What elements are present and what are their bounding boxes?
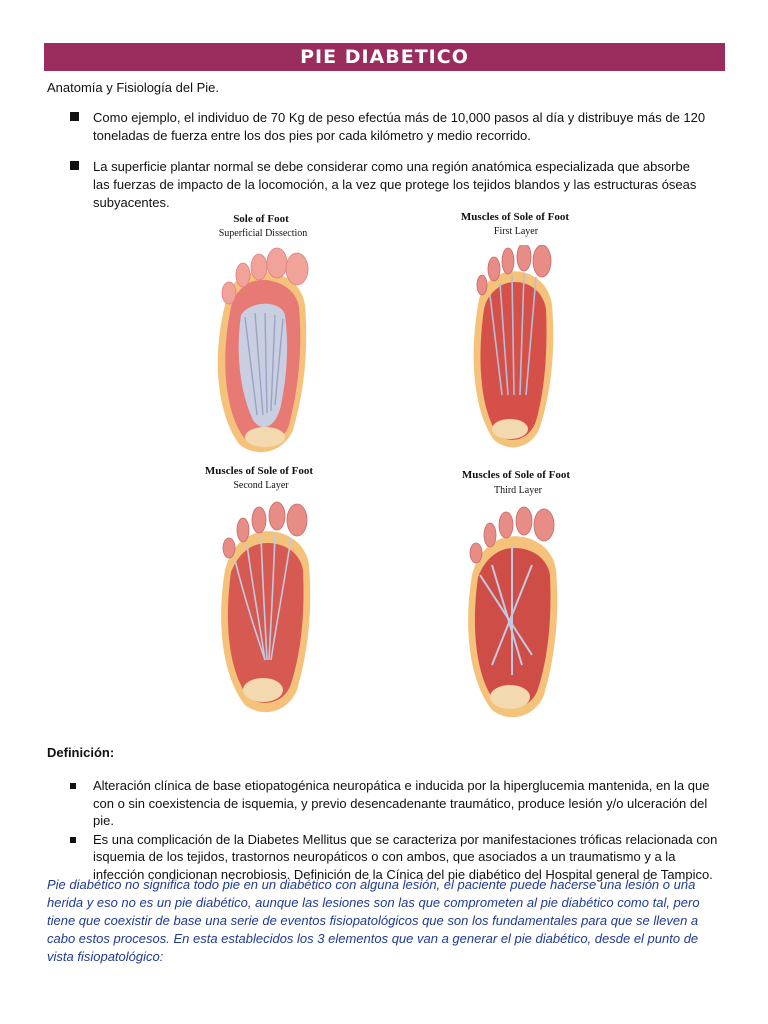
definition-list [70,777,730,884]
italic-note: Pie diabético no significa todo pie en un diabético con alguna lesión, el paciente puede hacerse una lesión o una herida y eso no es un pie diabético, aunque las lesiones son las que comprometen al pie diabético como tal, pero tiene que coexistir de base una serie de eventos fisiopatológicos que son los fundamentales para que se lleven a cabo estos procesos. En esta establecidos los 3 elementos que van a generar el pie diabético, desde el punto de vista fisiopatológico: [47,877,700,964]
foot-illustration [468,245,558,450]
definition-text: Alteración clínica de base etiopatogénica neuropática e inducida por la hiperglucemia mantenida, en la que con o sin coexistencia de isquemia, y previo desencadenante traumático, produce lesión y/o ulceración del pie. [93,778,710,828]
list-item [70,777,730,830]
list-item [70,158,710,212]
bullet-text: Como ejemplo, el individuo de 70 Kg de peso efectúa más de 10,000 pasos al día y distribuye más de 120 toneladas de fuerza entre los dos pies por cada kilómetro y medio recorrido. [93,110,706,143]
list-item [70,109,710,145]
intro-bullet-list [70,109,710,225]
figure-subtitle: Superficial Dissection [218,228,308,239]
square-bullet-icon [70,783,76,789]
square-bullet-icon [70,112,79,121]
figure-title: Sole of Foot [233,213,289,225]
bullet-text: La superficie plantar normal se debe considerar como una región anatómica especializada que absorbe las fuerzas de impacto de la locomoción, a la vez que protege los tejidos blandos y las estructuras óseas subyacentes. [93,159,697,210]
figure-subtitle: Second Layer [233,480,289,491]
figure-subtitle: Third Layer [493,485,543,496]
square-bullet-icon [70,161,79,170]
figure-title: Muscles of Sole of Foot [460,211,570,223]
section-subtitle: Anatomía y Fisiología del Pie. [47,80,219,95]
foot-illustration [205,245,310,455]
foot-illustration [462,505,562,720]
page-title: PIE DIABETICO [44,43,725,71]
figure-title: Muscles of Sole of Foot [204,465,314,477]
foot-illustration [215,500,315,715]
definition-heading: Definición: [47,745,115,760]
figure-title: Muscles of Sole of Foot [461,469,571,481]
definition-text: Es una complicación de la Diabetes Mellitus que se caracteriza por manifestaciones tróficas relacionada con isquemia de los tejidos, trastornos neuropáticos o con ambos, que asociados a un traumatismo y a la infección condicionan necrobiosis. Definición de la Cínica del pie diabético del Hospital general de Tampico. [93,831,718,882]
square-bullet-icon [70,837,76,843]
figure-subtitle: First Layer [493,226,539,237]
